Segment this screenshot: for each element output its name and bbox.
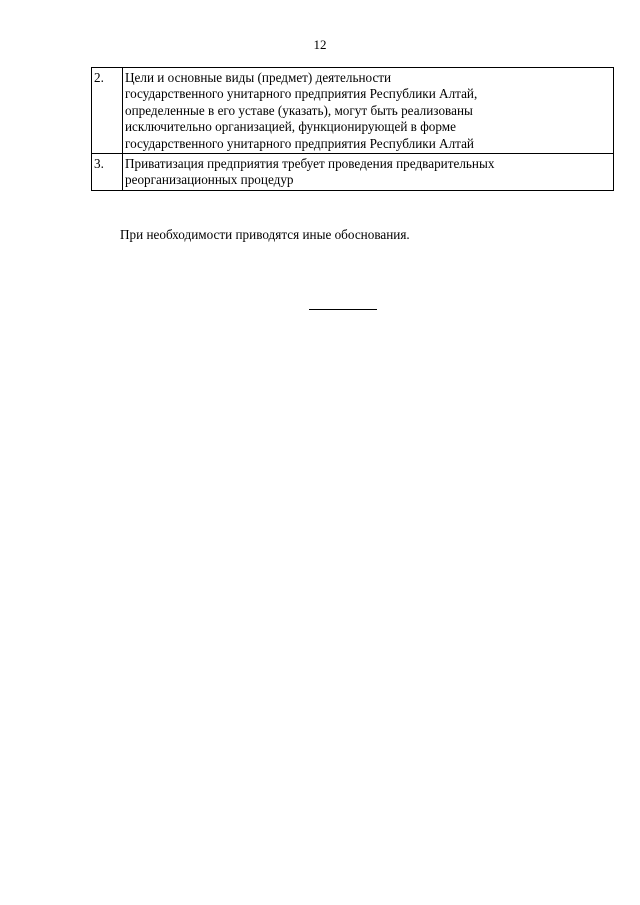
row-text-line: Цели и основные виды (предмет) деятельности [125,70,392,85]
row-text-line: исключительно организацией, функционирующей в форме [125,119,456,135]
table-row [92,68,614,154]
note-paragraph: При необходимости приводятся иные обоснования. [120,227,410,242]
row-text [123,68,614,154]
row-number: 3. [92,154,123,191]
justification-table [91,67,614,191]
row-text [123,154,614,191]
end-of-document-rule [309,309,377,310]
row-number: 2. [92,68,123,154]
table-row [92,154,614,191]
row-text-line: реорганизационных процедур [125,172,294,188]
row-text-line: государственного унитарного предприятия Республики Алтай, [125,86,478,102]
row-text-line: определенные в его уставе (указать), могут быть реализованы [125,102,473,118]
page-number: 12 [313,37,327,52]
row-text-line: государственного унитарного предприятия Республики Алтай [125,135,474,151]
row-text-line: Приватизация предприятия требует проведения предварительных [125,156,495,172]
